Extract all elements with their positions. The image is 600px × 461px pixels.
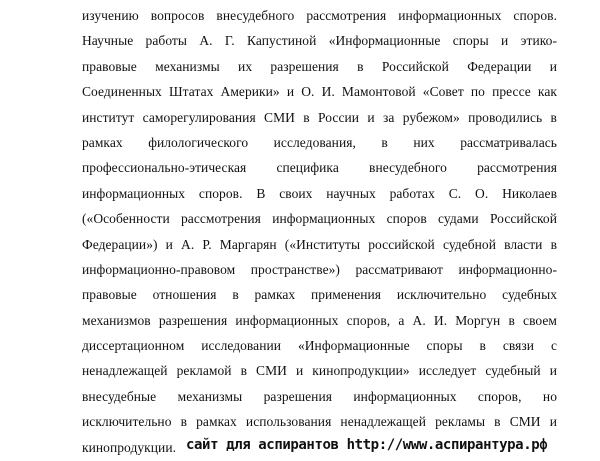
text-line-12: правовые отношения в рамках применения исключительно судебных [82, 287, 557, 303]
text-line-5: институт саморегулирования СМИ в России и за рубежом» проводились в [82, 109, 557, 125]
text-line-6: рамках филологического исследования, в них рассматривалась [82, 134, 557, 150]
text-line-9: («Особенности рассмотрения информационных споров судами Российской [82, 211, 557, 227]
text-line-14: диссертационном исследовании «Информационные споры в связи с [82, 338, 557, 354]
text-line-18: кинопродукции. [82, 439, 177, 455]
body-paragraph [82, 3, 557, 460]
text-line-16: внесудебные механизмы разрешения информационных споров, но [82, 388, 557, 404]
text-line-15: ненадлежащей рекламой в СМИ и кинопродукции» исследует судебный и [82, 363, 557, 379]
text-line-4: Соединенных Штатах Америки» и О. И. Мамонтовой «Совет по прессе как [82, 84, 557, 100]
text-line-1: изучению вопросов внесудебного рассмотрения информационных споров. [82, 8, 557, 23]
document-page [82, 0, 557, 461]
text-line-7: профессионально-этическая специфика внесудебного рассмотрения [82, 160, 557, 176]
text-line-8: информационных споров. В своих научных работах С. О. Николаев [82, 185, 557, 201]
footer-site-link[interactable]: сайт для аспирантов http://www.аспирантура.рф [186, 437, 548, 453]
text-line-13: механизмов разрешения информационных споров, а А. И. Моргун в своем [82, 312, 557, 328]
text-line-3: правовые механизмы их разрешения в Российской Федерации и [82, 58, 557, 74]
text-line-11: информационно-правовом пространстве») рассматривают информационно- [82, 261, 557, 277]
text-line-17: исключительно в рамках использования ненадлежащей рекламы в СМИ и [82, 414, 557, 430]
text-line-10: Федерации») и А. Р. Маргарян («Институты российской судебной власти в [82, 236, 557, 252]
text-line-2: Научные работы А. Г. Капустиной «Информационные споры и этико- [82, 33, 557, 49]
